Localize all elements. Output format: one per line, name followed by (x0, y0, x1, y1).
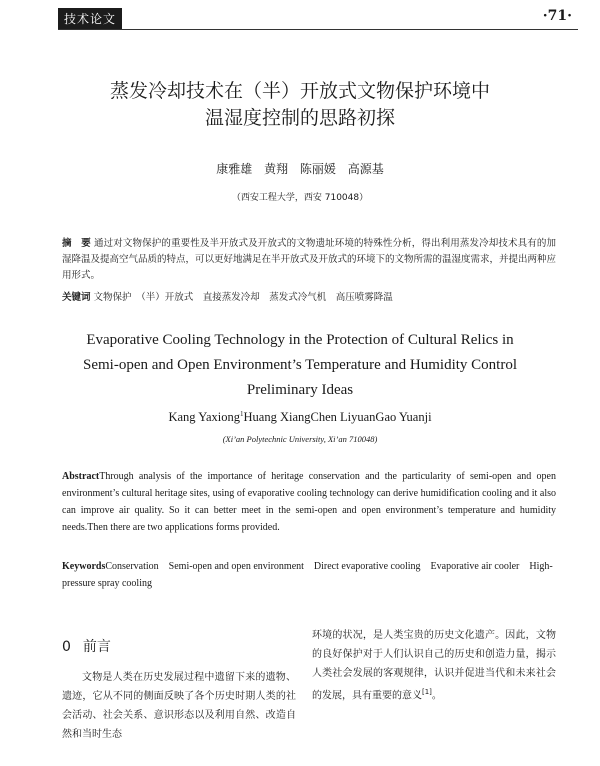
citation-ref: [1] (422, 688, 432, 696)
english-title-line-2: Semi-open and Open Environment’s Temperature and Humidity Control (82, 357, 517, 373)
english-keywords-label: Keywords (62, 561, 106, 572)
english-abstract-text: Through analysis of the importance of heritage conservation and the particularity of semi-open and open environment’s cultural heritage sites, using of evaporative cooling technology can derive humidification cooling and it also can improve air quality. So it can better meet in the semi-open and open environment’s temperature and humidity needs.Then there are two applications forms provided. (62, 471, 556, 533)
section-title: 前言 (82, 639, 111, 655)
body-right-text: 环境的状况，是人类宝贵的历史文化遗产。因此，文物的良好保护对于人们认识自己的历史和创造力量，揭示人类社会发展的客观规律，认识并促进当代和未来社会的发展，具有重要的意义 (312, 630, 556, 702)
chinese-title-line-2: 温湿度控制的思路初探 (204, 107, 395, 129)
chinese-title (0, 78, 600, 132)
section-tag: 技术论文 (58, 8, 122, 29)
author-superscript: 1 (240, 410, 244, 418)
english-keywords (62, 558, 556, 592)
chinese-keywords (62, 290, 556, 306)
english-title-line-3: Preliminary Ideas (246, 382, 354, 398)
chinese-abstract (62, 236, 556, 284)
chinese-affiliation: （西安工程大学，西安 710048） (231, 193, 369, 203)
chinese-authors: 康雅雄 黄翔 陈丽媛 高源基 (216, 162, 384, 176)
section-number: 0 (62, 639, 71, 655)
english-keywords-text: Conservation Semi-open and open environment Direct evaporative cooling Evaporative air cooler High-pressure spray cooling (62, 561, 553, 589)
chinese-title-line-1: 蒸发冷却技术在（半）开放式文物保护环境中 (109, 80, 490, 102)
header-rule (58, 29, 578, 30)
english-title (40, 328, 560, 403)
chinese-keywords-text: 文物保护 （半）开放式 直接蒸发冷却 蒸发式冷气机 高压喷雾降温 (93, 292, 393, 303)
body-right-end: 。 (431, 690, 442, 702)
page-number: ·71· (542, 8, 572, 24)
body-left-column: 文物是人类在历史发展过程中遗留下来的遗物、遗迹，它从不同的侧面反映了各个历史时期人类的社会活动、社会关系、意识形态以及利用自然、改造自然和当时生态 (62, 672, 296, 740)
english-author-first: Kang Yaxiong (168, 410, 240, 425)
english-title-line-1: Evaporative Cooling Technology in the Protection of Cultural Relics in (86, 332, 514, 348)
english-abstract-label: Abstract (62, 471, 100, 482)
body-right-column (312, 626, 556, 705)
chinese-abstract-label: 摘 要 (62, 238, 91, 249)
english-authors (0, 410, 600, 425)
english-affiliation: (Xi’an Polytechnic University, Xi’an 710048) (222, 434, 378, 444)
english-author-rest: Huang XiangChen LiyuanGao Yuanji (243, 410, 432, 425)
chinese-abstract-text: 通过对文物保护的重要性及半开放式及开放式的文物遗址环境的特殊性分析，得出利用蒸发冷却技术具有的加湿降温及提高空气品质的特点，可以更好地满足在半开放式及开放式的环境下的文物所需的温湿度需求，并提出两种应用形式。 (62, 238, 557, 281)
section-heading (62, 636, 111, 656)
english-abstract (62, 468, 556, 536)
chinese-keywords-label: 关键词 (62, 292, 91, 303)
